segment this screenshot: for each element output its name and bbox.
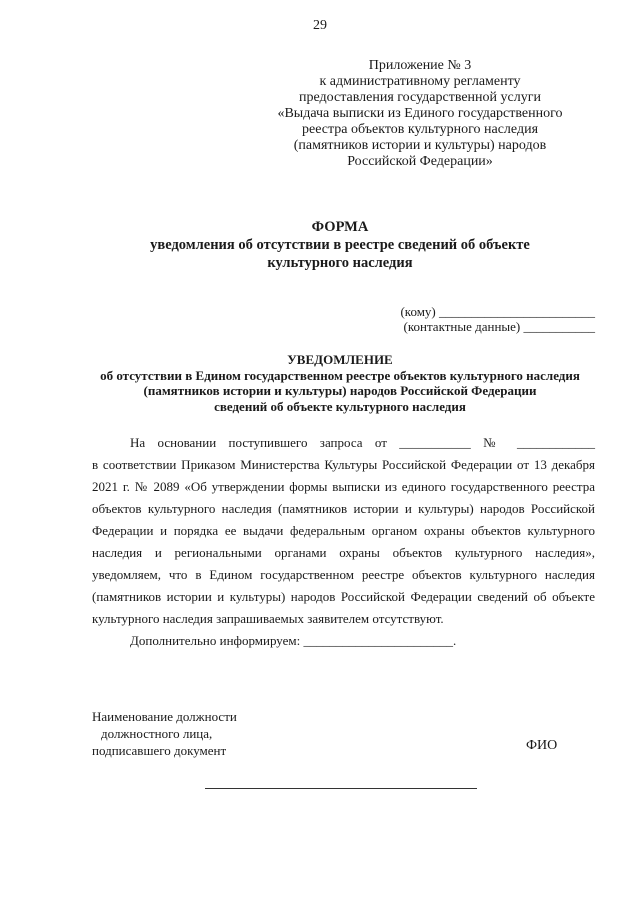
page-number: 29: [313, 18, 327, 33]
notice-line: об отсутствии в Едином государственном реестре объектов культурного наследия: [100, 367, 580, 383]
signatory-line: должностного лица,: [101, 726, 213, 741]
signatory-position: [92, 708, 237, 759]
appendix-line: Российской Федерации»: [347, 154, 493, 169]
notice-line: сведений об объекте культурного наследия: [214, 398, 466, 414]
appendix-line: реестра объектов культурного наследия: [301, 122, 539, 137]
form-title: [80, 218, 600, 272]
notice-line: УВЕДОМЛЕНИЕ: [287, 352, 393, 367]
form-title-line: уведомления об отсутствии в реестре сведений об объекте: [150, 237, 530, 253]
appendix-line: «Выдача выписки из Единого государственного: [277, 106, 563, 121]
body-line: объектов культурного наследия (памятников истории и культуры) народов Российской: [92, 501, 595, 516]
notice-heading: [60, 352, 620, 414]
appendix-line: к административному регламенту: [319, 74, 521, 89]
form-title-line: ФОРМА: [311, 219, 369, 235]
appendix-line: Приложение № 3: [368, 58, 472, 73]
body-line: 2021 г. № 2089 «Об утверждении формы выписки из единого государственного реестра: [92, 479, 595, 494]
body-line: Федерации и порядка ее выдачи федеральным органом охраны объектов культурного: [92, 523, 595, 538]
body-line: (памятников истории и культуры) народов Российской Федерации сведений об объекте: [92, 589, 595, 604]
signatory-line: Наименование должности: [92, 709, 237, 724]
notice-line: (памятников истории и культуры) народов Российской Федерации: [143, 383, 537, 398]
recipient-to: (кому) ________________________: [400, 304, 595, 319]
form-title-line: культурного наследия: [267, 255, 413, 271]
signatory-line: подписавшего документ: [92, 743, 227, 758]
body-line: наследия и региональными органами охраны объектов культурного наследия»,: [92, 545, 595, 560]
recipient-contacts: (контактные данные) ___________: [403, 319, 595, 334]
appendix-header: [250, 58, 590, 170]
body-line: культурного наследия запрашиваемых заявителем отсутствуют.: [92, 611, 444, 626]
appendix-line: (памятников истории и культуры) народов: [293, 138, 547, 153]
appendix-line: предоставления государственной услуги: [299, 90, 541, 105]
body-line: уведомляем, что в Едином государственном реестре объектов культурного наследия: [92, 567, 595, 582]
signature-line: [205, 787, 477, 789]
additional-info: Дополнительно информируем: _______________________.: [130, 633, 457, 648]
body-line: На основании поступившего запроса от ___________ № ____________: [130, 435, 595, 450]
fio-label: ФИО: [526, 738, 558, 753]
body-line: в соответствии Приказом Министерства Культуры Российской Федерации от 13 декабря: [92, 457, 595, 472]
